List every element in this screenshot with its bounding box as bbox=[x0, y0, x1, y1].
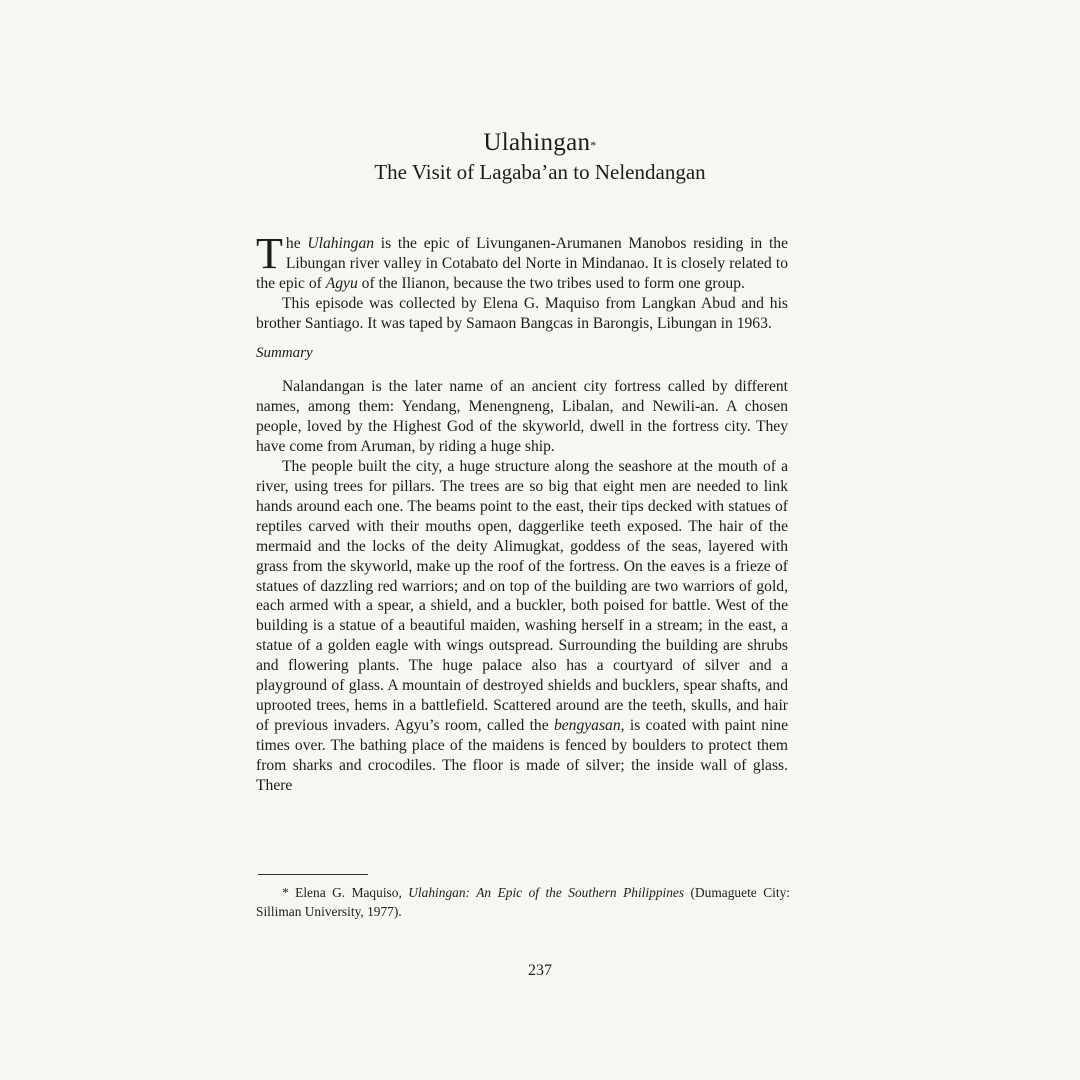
summary-term-bengyasan: bengyasan bbox=[553, 716, 621, 734]
intro-title-agyu: Agyu bbox=[325, 274, 358, 292]
footnote-rule bbox=[258, 874, 368, 875]
summary-paragraph-2 bbox=[256, 457, 788, 795]
footnote-text-a: * Elena G. Maquiso, bbox=[282, 885, 409, 900]
page-title bbox=[0, 128, 1080, 158]
summary-paragraph-1: Nalandangan is the later name of an ancient city fortress called by different names, among them: Yendang, Menengneng, Libalan, and Newili-an. A chosen people, loved by the Highest God of the skyworld, dwell in the fortress city. They have come from Aruman, by riding a huge ship. bbox=[256, 378, 788, 456]
intro-title-ulahingan: Ulahingan bbox=[307, 235, 375, 252]
footnote bbox=[256, 883, 790, 921]
page-number: 237 bbox=[528, 962, 552, 979]
intro-text-b: is the epic of Livunganen-Arumanen Manobos residing in the Libungan river valley in Cotabato del Norte in Mindanao. It is closely related to the epic of bbox=[256, 235, 788, 292]
body-text bbox=[256, 229, 788, 795]
intro-paragraph-2: This episode was collected by Elena G. Maquiso from Langkan Abud and his brother Santiago. It was taped by Samaon Bangcas in Barongis, Libungan in 1963. bbox=[256, 294, 788, 332]
title-footnote-mark: * bbox=[590, 138, 597, 152]
title-text: Ulahingan bbox=[483, 129, 591, 156]
intro-text-c: of the Ilianon, because the two tribes used to form one group. bbox=[357, 274, 745, 292]
intro-text-a: he bbox=[285, 235, 308, 252]
summary-heading: Summary bbox=[256, 344, 313, 361]
footnote-text-b: (Dumaguete City: Silliman University, 1977). bbox=[256, 885, 790, 919]
intro-paragraph-1 bbox=[256, 229, 788, 294]
summary-text-a: The people built the city, a huge structure along the seashore at the mouth of a river, using trees for pillars. The trees are so big that eight men are needed to link hands around each one. The beams point to the east, their tips decked with statues of reptiles carved with their mouths open, daggerlike teeth exposed. The hair of the mermaid and the locks of the deity Alimugkat, goddess of the seas, layered with grass from the skyworld, make up the roof of the fortress. On the eaves is a frieze of statues of dazzling red warriors; and on top of the building are two warriors of gold, each armed with a spear, a shield, and a buckler, both poised for battle. West of the building is a statue of a beautiful maiden, washing herself in a stream; in the east, a statue of a golden eagle with wings outspread. Surrounding the building are shrubs and flowering plants. The huge palace also has a courtyard of silver and a playground of glass. A mountain of destroyed shields and bucklers, spear shafts, and uprooted trees, hems in a battlefield. Scattered around are the teeth, skulls, and hair of previous invaders. Agyu’s room, called the bbox=[256, 458, 788, 734]
page-subtitle: The Visit of Lagaba’an to Nelendangan bbox=[374, 160, 706, 184]
footnote-book-title: Ulahingan: An Epic of the Southern Philippines bbox=[408, 885, 685, 900]
drop-cap: T bbox=[256, 229, 283, 278]
summary-text-b: , is coated with paint nine times over. The bathing place of the maidens is fenced by boulders to protect them from sharks and crocodiles. The floor is made of silver; the inside wall of glass. There bbox=[256, 716, 788, 794]
